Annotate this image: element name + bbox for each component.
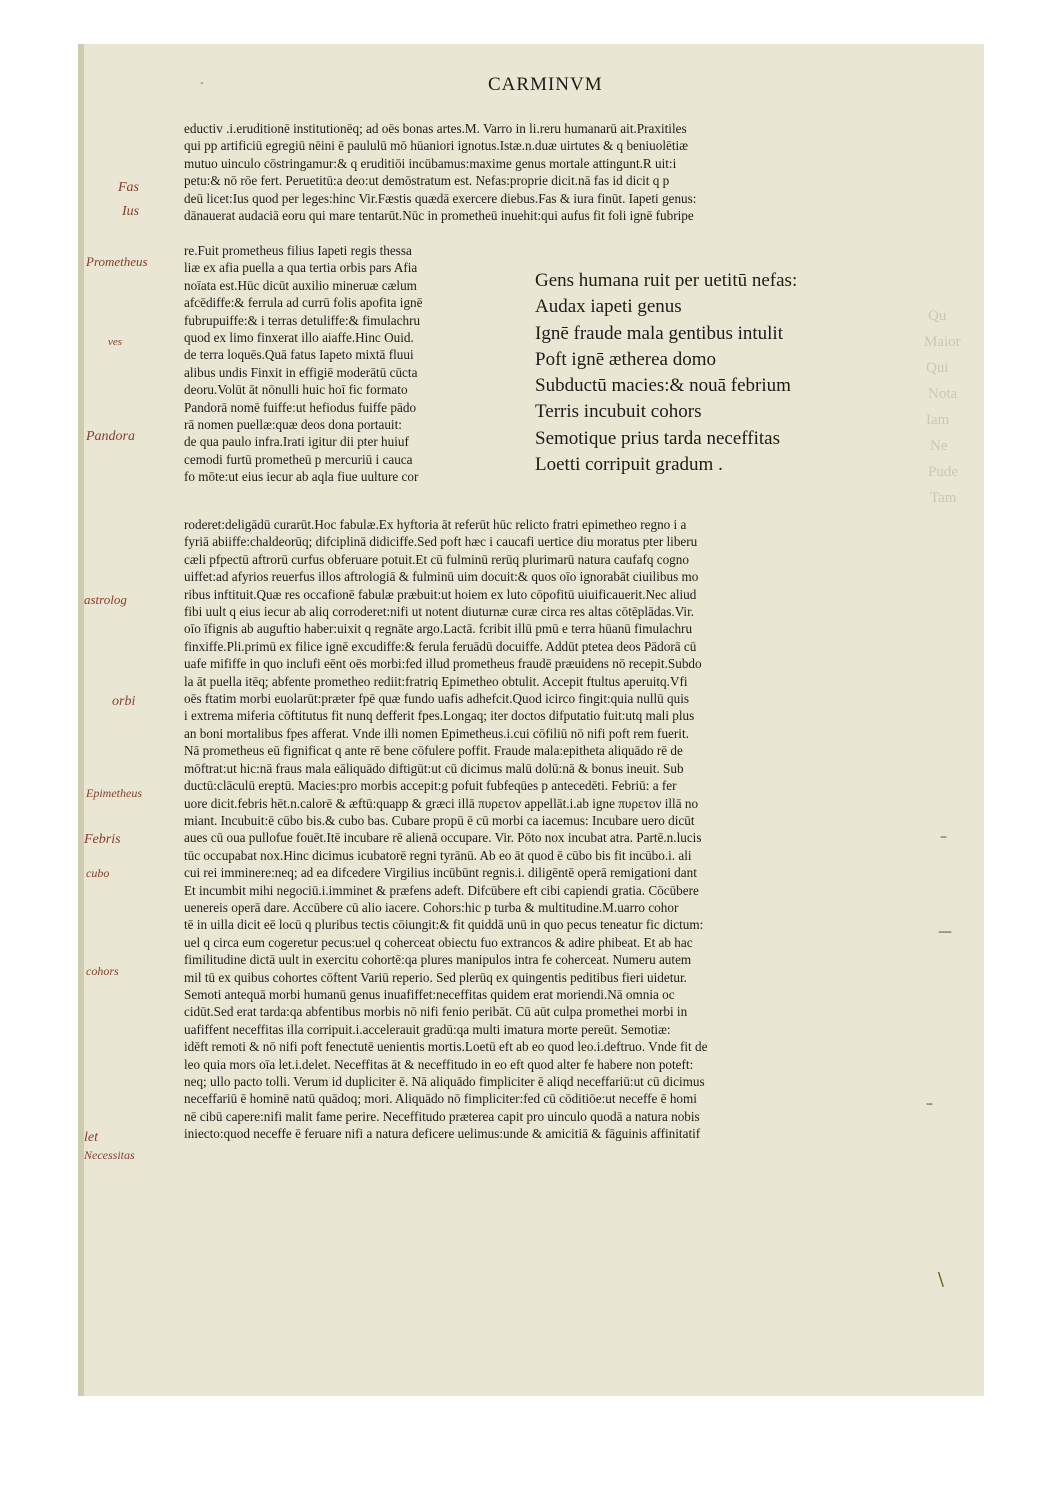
text-line: ribus inftituit.Quæ res occafionē fabulæ præbuit:ut hoiem ex luto cōpofitū uiuificauerit.Nec aliud (184, 586, 697, 602)
text-line: de qua paulo infra.Irati igitur dii pter huiuf (184, 434, 409, 450)
bleed-line: Maior (924, 334, 961, 350)
manuscript-page (78, 44, 984, 1396)
text-line: rā nomen puellæ:quæ deos dona portauit: (184, 417, 402, 433)
ink-mark: — (938, 924, 952, 940)
text-line: liæ ex afia puella a qua tertia orbis pars Afia (184, 260, 418, 276)
verse-line: Ignē fraude mala gentibus intulit (535, 322, 783, 344)
bleed-line: Iam (926, 412, 950, 428)
text-line: neceffariū ē hominē natū quādoq; mori. Aliquādo nō fimpliciter:fed cū cōditiōe:ut neceffe ē homi (184, 1091, 697, 1107)
text-line: fibi uult q eius iecur ab aliq corroderet:nifi ut notent diuturnæ curæ circa res altas cōtēplādas.Vir. (184, 604, 695, 620)
text-line: re.Fuit prometheus filius Iapeti regis thessa (184, 243, 412, 258)
bleed-line: Pude (928, 464, 958, 480)
text-line: nē cibū capere:nifi malit fame perire. Neceffitudo præterea capit pro uinculo quodā a natura nobis (184, 1108, 700, 1124)
text-line: leo quia mors oīa let.i.delet. Neceffitas āt & neceffitudo in eo eft quod alter fe habere non poteft: (184, 1056, 694, 1072)
text-line: afcēdiffe:& ferrula ad currū folis apofita ignē (184, 295, 423, 311)
text-line: tūc occupabat nox.Hinc dicimus icubatorē regni tyrānū. Ab eo āt quod ē cūbo bis fit incūbo.i. ali (184, 847, 692, 863)
text-line: Nā prometheus eū fignificat q ante rē bene cōfulere poffit. Fraude mala:epitheta aliquādo rē de (184, 743, 683, 759)
text-line: la āt puella itēq; abfente prometheo rediit:fratriq Epimetheo obtulit. Accepit ftultus aperuitq.Vfi (184, 673, 688, 689)
text-line: iniecto:quod neceffe ē feruare nifi a natura deficere uelimus:unde & amicitiā & fāguinis affinitatif (184, 1126, 701, 1142)
text-line: quod ex limo finxerat illo aiaffe.Hinc Ouid. (184, 330, 414, 346)
text-line: uel q circa eum cogeretur pecus:uel q coherceat obiectu fuo extrancos & adire phibeat. Et ab hac (184, 934, 693, 950)
text-line: fimilitudine dictā uult in exercitu cohortē:qa plures manipulos intra fe coherceat. Numeru autem (184, 952, 692, 968)
bleed-line: Qu (928, 308, 947, 324)
text-line: mōftrat:ut hic:nā fraus mala eāliquādo diftigūt:ut cū dicimus malū dolū:nā & bonus ineuit. Sub (184, 760, 684, 776)
bleed-line: Nota (928, 386, 958, 402)
text-line: deoru.Volūt āt nōnulli huic hoī fic formato (184, 382, 408, 398)
margin-note: Febris (84, 832, 121, 847)
text-line: aues cū oua pullofue fouēt.Itē incubare rē alienā occupare. Vir. Pōto nox incubat atra. Partē.n.lucis (184, 830, 702, 846)
text-line: dānauerat audaciā eoru qui mare tentarūt.Nūc in prometheū inuehit:qui aufus fit foli ignē fubripe (184, 208, 694, 224)
bleed-line: Ne (930, 438, 948, 454)
commentary-top (184, 120, 928, 224)
margin-note: Prometheus (86, 254, 148, 269)
text-line: deū licet:Ius quod per leges:hinc Vir.Fæstis quædā exercere diebus.Fas & iura finūt. Iapeti genus: (184, 190, 697, 206)
ink-mark: – (926, 1096, 933, 1112)
margin-note: let (84, 1130, 98, 1145)
verse-line: Poft ignē ætherea domo (535, 348, 716, 370)
text-line: an boni mortalibus fpes afferat. Vnde illi nomen Epimetheus.i.cui cōfiliū nō nifi poft rem fuerit. (184, 725, 689, 741)
margin-note: Fas (118, 180, 139, 195)
text-line: uafe mififfe in quo inclufi eēnt oēs morbi:fed illud prometheus fraudē præuidens nō recepit.Subdo (184, 656, 702, 672)
text-line: uiffet:ad afyrios reuerfus illos aftrologiā & fulminū uim docuit:& quos oīo ignorabāt ciuilibus mo (184, 569, 699, 585)
text-line: Et incumbit mihi negociū.i.imminet & præfens adeft. Difcūbere eft cibi capiendi gratia. Cōcūbere (184, 882, 699, 898)
text-line: Semoti antequā morbi humanū genus inuafiffet:neceffitas quidem erat moriendi.Nā omnia oc (184, 986, 675, 1002)
text-line: qui pp artificiū egregiū nēini ē paululū mō hūaniori ignotus.Istæ.n.duæ uirtutes & q beniuolētiæ (184, 138, 688, 154)
text-line: cidūt.Sed erat tarda:qa abfentibus morbis nō nifi fenio peribāt. Cū aūt culpa promethei morbi in (184, 1004, 688, 1020)
margin-note: Necessitas (84, 1148, 135, 1162)
text-line: roderet:deligādū curarūt.Hoc fabulæ.Ex hyftoria āt referūt hūc relicto fratri epimetheo regno i a (184, 517, 687, 532)
text-line: uafiffent neceffitas illa corripuit.i.accelerauit gradū:qa multi imatura morte pereūt. Semotiæ: (184, 1021, 671, 1037)
text-line: uore dicit.febris hēt.n.calorē & æftū:quapp & græci illā πυρετον appellāt.i.ab igne πυρετον illā no (184, 795, 699, 811)
margin-note: cohors (86, 964, 119, 978)
text-line: noīata est.Hūc dicūt auxilio mineruæ cælum (184, 277, 417, 293)
ghost-mark: - (200, 76, 204, 89)
text-line: i extrema miferia cōftitutus fit nunq defferit fpes.Longaq; iter doctos difputatio fuit:utq mali plus (184, 708, 695, 724)
margin-note: Pandora (86, 429, 135, 444)
text-line: eductiv .i.eruditionē institutionēq; ad oēs bonas artes.M. Varro in li.reru humanarū ait.Praxitiles (184, 121, 687, 136)
text-line: tē in uilla dicit eē locū q pluribus tectis cōiungit:& fit quiddā unū in quo pecus teneatur fic dictum: (184, 917, 704, 933)
text-line: cemodi furtū prometheū p mercuriū i cauca (184, 451, 413, 467)
verse-line: Gens humana ruit per uetitū nefas: (535, 270, 798, 291)
margin-note: orbi (112, 694, 136, 709)
text-line: mil tū ex quibus cohortes cōftent Variū reperio. Sed plerūq ex quingentis peditibus fieri uidetur. (184, 969, 687, 985)
text-line: fubrupuiffe:& i terras detuliffe:& fimulachru (184, 312, 421, 328)
text-line: oēs ftatim morbi euolarūt:præter fpē quæ fundo uafis adhefcit.Quod icirco fingit:quia nullū quis (184, 691, 690, 707)
verse-line: Subductū macies:& nouā febrium (535, 375, 791, 397)
page-header: CARMINVM (488, 74, 603, 95)
text-line: ductū:clāculū ereptū. Macies:pro morbis accepit:g pofuit fubfeqūes p antecedēti. Febriū: a fer (184, 778, 677, 794)
ink-mark: – (940, 829, 947, 845)
text-line: de terra loquēs.Quā fatus Iapeto mixtā fluui (184, 347, 414, 363)
verse-line: Loetti corripuit gradum . (535, 454, 723, 476)
text-line: cui rei imminere:neq; ad ea difcedere Virgilius incūbūnt regnis.i. diligēntē operā remigationi dant (184, 865, 697, 881)
poem-verses (535, 268, 880, 478)
verse-line: Terris incubuit cohors (535, 401, 702, 423)
text-line: finxiffe.Pli.primū ex filice ignē excudiffe:& ferula feruādū docuiffe. Addūt ptetea deos Pādorā cū (184, 638, 697, 654)
text-line: fyriā abiiffe:chaldeorūq; difciplinā didiciffe.Sed poft hæc i caucafi uertice diu moratus pter liberu (184, 534, 698, 550)
verse-line: Semotique prius tarda neceffitas (535, 427, 780, 449)
bleed-line: Qui (926, 360, 949, 376)
margin-note: astrolog (84, 592, 127, 607)
text-line: fo mōte:ut eius iecur ab aqla fiue uulture cor (184, 469, 419, 485)
text-line: miant. Incubuit:ē cūbo bis.& cubo bas. Cubare propū ē cū morbi ca iacemus: Incubare uero dicūt (184, 812, 695, 828)
margin-note: cubo (86, 866, 110, 880)
ink-stroke: \ (937, 1269, 944, 1290)
page-edge (78, 44, 84, 1396)
text-line: mutuo uinculo cōstringamur:& q eruditiōi incūbamus:maxime genus mortale attingunt.R uit:i (184, 155, 677, 171)
margin-note: Ius (122, 204, 140, 219)
text-line: petu:& nō rōe fert. Peruetitū:a deo:ut demōstratum est. Nefas:proprie dicit.nā fas id dicit q p (184, 173, 670, 189)
bleed-line: Tam (930, 490, 957, 506)
margin-note: ves (108, 336, 123, 348)
text-line: alibus undis Finxit in effigiē moderātū cūcta (184, 364, 418, 380)
text-line: idēft remoti & nō nifi poft fenectutē uenientis mortis.Loetū eft ab eo quod leo.i.deftruo. Vnde fit de (184, 1039, 708, 1055)
text-line: uenereis operā dare. Accūbere cū alio iacere. Cohors:hic p turba & multitudine.M.uarro cohor (184, 899, 679, 915)
commentary-left (184, 242, 524, 486)
verse-line: Audax iapeti genus (535, 296, 682, 318)
text-line: oīo īfignis ab auguftio haber:uixit q regnāte argo.Lactā. fcribit illū pmū e terra hūanū fimulachru (184, 621, 693, 637)
commentary-bottom (184, 516, 928, 1143)
text-line: neq; ullo pacto tolli. Verum id dupliciter ē. Nā aliquādo fimpliciter ē aliqd neceffariū:ut cū dicimus (184, 1074, 705, 1089)
text-line: Pandorā nomē fuiffe:ut hefiodus fuiffe pādo (184, 399, 417, 415)
text-line: cæli pfpectū aftrorū curfus obferuare potuit.Et cū fulminū rerūq plurimarū natura caufafq cogno (184, 551, 689, 567)
margin-note: Epimetheus (86, 786, 142, 800)
